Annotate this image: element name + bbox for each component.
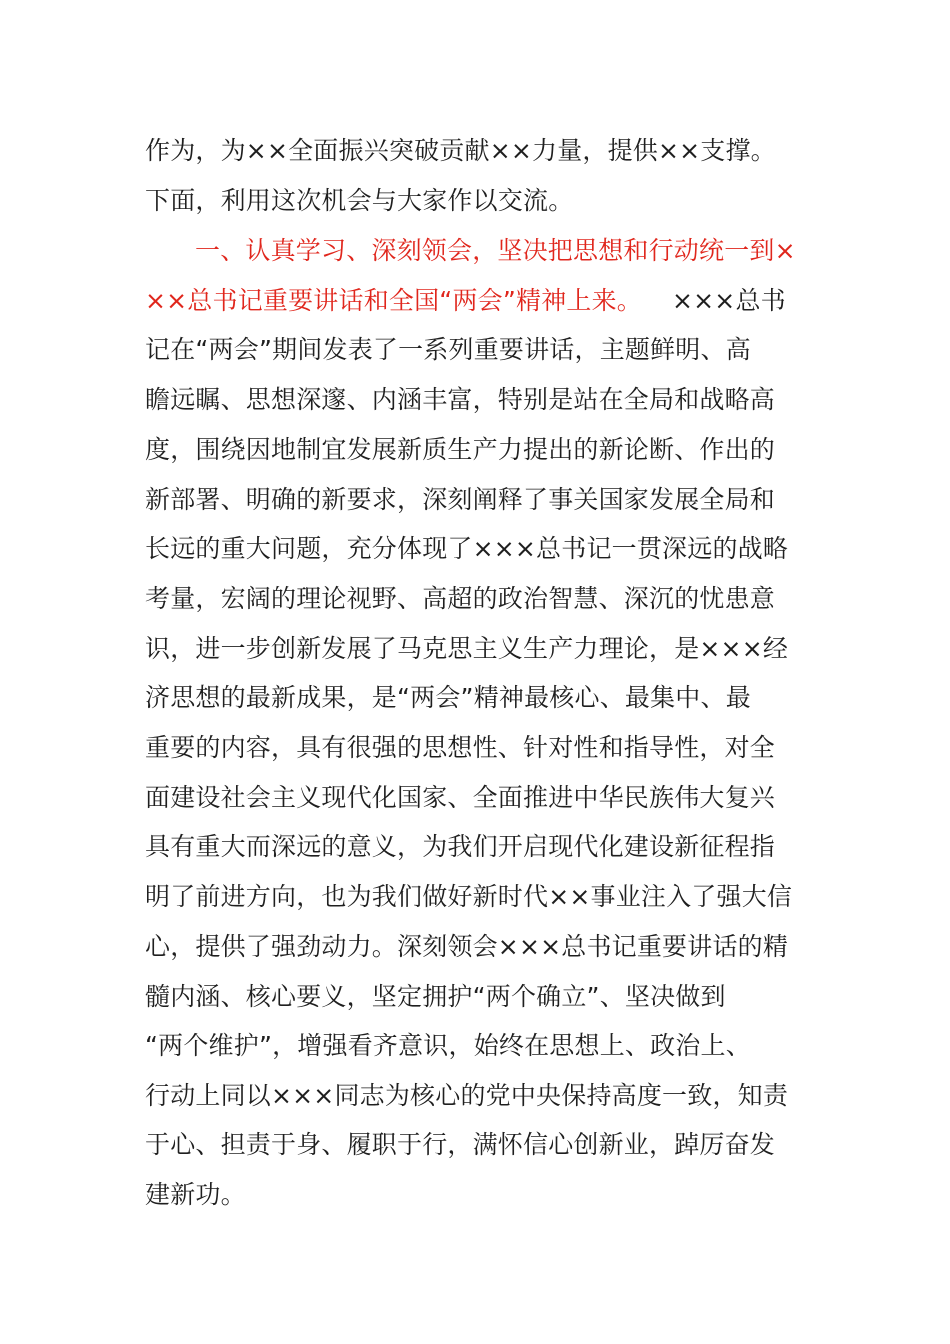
body-text-line: 长远的重大问题，充分体现了×××总书记一贯深远的战略 (145, 534, 789, 563)
section-heading-line: ××总书记重要讲话和全国“两会”精神上来。 (145, 286, 642, 315)
body-text-line: 下面，利用这次机会与大家作以交流。 (145, 186, 574, 215)
body-text-line: 具有重大而深远的意义，为我们开启现代化建设新征程指 (145, 832, 776, 861)
body-text-line: 作为，为××全面振兴突破贡献××力量，提供××支撑。 (145, 136, 776, 165)
body-text-line: 于心、担责于身、履职于行，满怀信心创新业，踔厉奋发 (145, 1130, 776, 1159)
body-text-line: 建新功。 (145, 1180, 246, 1209)
body-text-line: 识，进一步创新发展了马克思主义生产力理论，是×××经 (145, 634, 789, 663)
body-text-line: 新部署、明确的新要求，深刻阐释了事关国家发展全局和 (145, 485, 776, 514)
body-text-line: 明了前进方向，也为我们做好新时代××事业注入了强大信 (145, 882, 793, 911)
body-text-line: 瞻远瞩、思想深邃、内涵丰富，特别是站在全局和战略高 (145, 385, 776, 414)
body-text-line: “两个维护”，增强看齐意识，始终在思想上、政治上、 (145, 1031, 751, 1060)
body-text-line: 重要的内容，具有很强的思想性、针对性和指导性，对全 (145, 733, 776, 762)
body-text-line: 考量，宏阔的理论视野、高超的政治智慧、深沉的忧患意 (145, 584, 776, 613)
body-text-line: 心，提供了强劲动力。深刻领会×××总书记重要讲话的精 (145, 932, 789, 961)
body-text-line: 髓内涵、核心要义，坚定拥护“两个确立”、坚决做到 (145, 982, 726, 1011)
body-text-line: 济思想的最新成果，是“两会”精神最核心、最集中、最 (145, 683, 751, 712)
body-text-line: ×××总书 (672, 286, 786, 315)
body-text-line: 行动上同以×××同志为核心的党中央保持高度一致，知责 (145, 1081, 789, 1110)
body-text-line: 面建设社会主义现代化国家、全面推进中华民族伟大复兴 (145, 783, 776, 812)
section-heading-line: 一、认真学习、深刻领会，坚决把思想和行动统一到× (195, 236, 796, 265)
body-text-line: 记在“两会”期间发表了一系列重要讲话，主题鲜明、高 (145, 335, 751, 364)
body-text-line: 度，围绕因地制宜发展新质生产力提出的新论断、作出的 (145, 435, 776, 464)
